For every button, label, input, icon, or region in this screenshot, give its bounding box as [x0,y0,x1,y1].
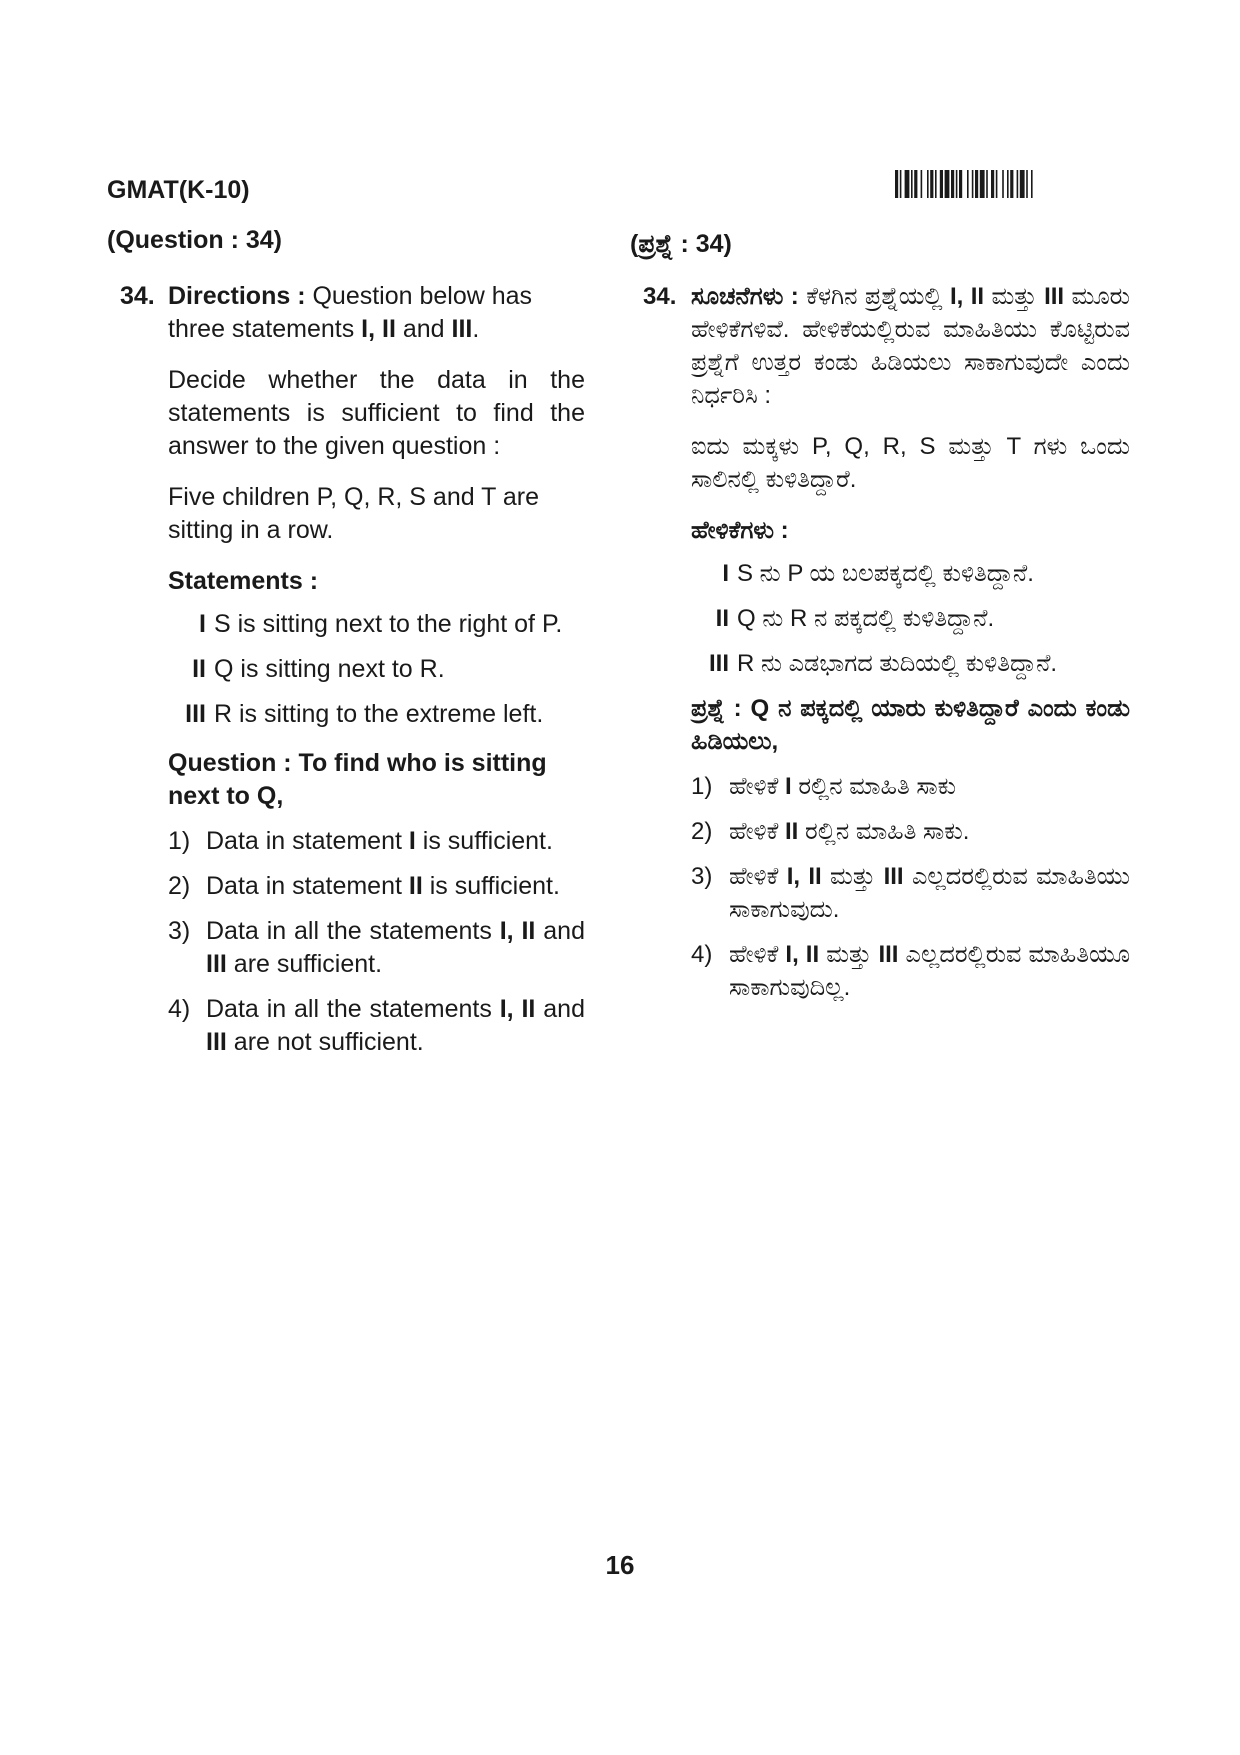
option-pre: Data in statement [206,872,409,900]
directions-text-kannada: ಕೆಳಗಿನ ಪ್ರಶ್ನೆಯಲ್ಲಿ [798,283,950,310]
question-block-english [120,280,585,1071]
barcode-bar [1031,170,1033,198]
option-item [168,870,585,903]
question-heading-english: (Question : 34) [107,226,283,254]
option-post: is sufficient. [415,827,553,855]
option-bold2: III [206,950,227,978]
option-mid: ಮತ್ತು [821,863,884,890]
option-post: ಎಲ್ಲದರಲ್ಲಿರುವ ಮಾಹಿತಿಯು ಸಾಕಾಗುವುದು. [729,863,1131,923]
barcode-bar [996,170,998,198]
statement-roman: III [185,700,206,728]
question-text: Question : To find who is sitting next to Q, [168,749,547,810]
question-text-kannada: ಪ್ರಶ್ನೆ : Q ನ ಪಕ್ಕದಲ್ಲಿ ಯಾರು ಕುಳಿತಿದ್ದಾರೆ ಎಂದು ಕಂಡು ಹಿಡಿಯಲು, [691,695,1130,755]
barcode-bar [935,170,937,198]
barcode-bar [1007,170,1009,198]
question-block-kannada [643,280,1130,1016]
directions-label: Directions : [168,282,306,310]
question-heading-kannada: (ಪ್ರಶ್ನೆ : 34) [630,230,732,258]
barcode-bar [900,170,902,198]
option-item [691,815,1130,848]
barcode-bar [956,170,958,198]
barcode-bar [1010,170,1013,198]
barcode-bar [1026,170,1028,198]
option-bold2: III [206,1028,227,1056]
barcode-bar [951,170,954,198]
option-item [168,993,585,1059]
option-number: 1) [168,827,191,855]
statements-list-kannada [691,557,1130,680]
statement-text: R is sitting to the extreme left. [214,700,544,728]
statement-item [168,653,585,686]
option-bold: I, II [499,995,536,1023]
option-mid: ಮತ್ತು [819,941,879,968]
statement-text: Q is sitting next to R. [214,655,445,683]
directions-end-kannada: ಮೂರು ಹೇಳಿಕೆಗಳಿವೆ. ಹೇಳಿಕೆಯಲ್ಲಿರುವ ಮಾಹಿತಿಯು ಕೊಟ್ಟಿರುವ ಪ್ರಶ್ನೆಗೆ ಉತ್ತರ ಕಂಡು ಹಿಡಿಯಲು ಸಾಕಾಗುವುದೇ ಎಂದು ನಿರ್ಧರಿಸಿ : [691,283,1130,409]
paper-code: GMAT(K-10) [107,176,250,204]
barcode-bar [980,170,985,198]
option-pre: ಹೇಳಿಕೆ [729,818,786,845]
option-post: are sufficient. [226,950,383,978]
option-post: are not sufficient. [226,1028,424,1056]
question-number-kannada: 34. [643,283,677,310]
option-number: 4) [691,941,713,968]
question-body-kannada [691,280,1130,1016]
scenario-text: Five children P, Q, R, S and T are sitting in a row. [168,483,540,544]
statement-roman: II [192,655,206,683]
option-bold2: III [878,941,899,968]
option-text [729,815,1130,848]
barcode-bar [1020,170,1025,198]
option-bold: II [785,818,799,845]
barcode-bar [959,170,962,198]
option-text [729,860,1130,926]
option-item [691,938,1130,1004]
option-number: 2) [168,872,191,900]
barcode-bar [927,170,929,198]
option-bold: I [408,827,416,855]
statement-roman: III [708,650,729,677]
barcode-bar [895,170,898,198]
barcode-bar [1002,170,1004,198]
option-pre: ಹೇಳಿಕೆ [729,773,786,800]
option-text [206,825,585,858]
statement-item [691,647,1130,680]
question-number: 34. [120,282,155,310]
option-post: ಎಲ್ಲದರಲ್ಲಿರುವ ಮಾಹಿತಿಯೂ ಸಾಕಾಗುವುದಿಲ್ಲ. [729,941,1131,1001]
option-post: ರಲ್ಲಿನ ಮಾಹಿತಿ ಸಾಕು. [798,818,970,845]
option-pre: ಹೇಳಿಕೆ [729,863,787,890]
directions-bold2: III [451,315,473,343]
option-bold: II [408,872,423,900]
statement-roman: I [722,560,729,587]
option-bold: I, II [499,917,536,945]
barcode-bar [940,170,943,198]
option-number: 1) [691,773,713,800]
option-pre: Data in all the statements [206,995,500,1023]
barcode-bar [945,170,950,198]
barcode-bar [914,170,917,198]
option-number: 4) [168,995,191,1023]
statement-text: S is sitting next to the right of P. [214,610,563,638]
directions-label-kannada: ಸೂಚನೆಗಳು : [691,283,799,310]
statement-text: S ನು P ಯ ಬಲಪಕ್ಕದಲ್ಲಿ ಕುಳಿತಿದ್ದಾನೆ. [737,560,1034,587]
page-number: 16 [605,1550,635,1580]
option-text [729,938,1130,1004]
option-bold: I, II [785,941,820,968]
directions-end: . [472,315,480,343]
statement-roman: I [199,610,206,638]
question-body [168,280,585,1071]
statement-item [691,557,1130,590]
option-item [168,915,585,981]
option-mid: and [535,917,585,945]
option-text [729,770,1130,803]
statement-item [168,608,585,641]
options-list-kannada [691,770,1130,1004]
option-text [206,870,585,903]
directions-bold-kannada: I, II [949,283,985,310]
option-pre: Data in statement [206,827,409,855]
barcode-bar [921,170,923,198]
option-bold: I [785,773,792,800]
barcode-bar [930,170,933,198]
barcode-image [895,170,1105,198]
option-item [691,770,1130,803]
option-item [168,825,585,858]
option-bold2: III [883,863,904,890]
barcode-bar [972,170,974,198]
statement-item [691,602,1130,635]
barcode-bar [1017,170,1019,198]
option-number: 3) [168,917,191,945]
directions-bold: I, II [361,315,396,343]
option-pre: ಹೇಳಿಕೆ [729,941,786,968]
option-post: is sufficient. [422,872,560,900]
option-pre: Data in all the statements [206,917,500,945]
directions-bold2-kannada: III [1044,283,1065,310]
option-mid: and [535,995,585,1023]
decide-text: Decide whether the data in the statements is sufficient to find the answer to the given question : [168,366,585,460]
option-bold: I, II [786,863,822,890]
statements-label-kannada: ಹೇಳಿಕೆಗಳು : [691,517,789,544]
scenario-text-kannada: ಐದು ಮಕ್ಕಳು P, Q, R, S ಮತ್ತು T ಗಳು ಒಂದು ಸಾಲಿನಲ್ಲಿ ಕುಳಿತಿದ್ದಾರೆ. [691,433,1130,493]
barcode-bar [967,170,969,198]
directions-text: Question below has three statements [168,282,533,343]
option-text [206,993,585,1059]
barcode-bar [991,170,994,198]
barcode-bar [905,170,910,198]
option-number: 3) [691,863,713,890]
statements-list [168,608,585,731]
option-number: 2) [691,818,713,845]
option-post: ರಲ್ಲಿನ ಮಾಹಿತಿ ಸಾಕು [791,773,957,800]
directions-and: and [395,315,452,343]
option-item [691,860,1130,926]
options-list [168,825,585,1059]
statement-text: Q ನು R ನ ಪಕ್ಕದಲ್ಲಿ ಕುಳಿತಿದ್ದಾನೆ. [737,605,995,632]
option-text [206,915,585,981]
statement-roman: II [715,605,729,632]
statement-item [168,698,585,731]
statement-text: R ನು ಎಡಭಾಗದ ತುದಿಯಲ್ಲಿ ಕುಳಿತಿದ್ದಾನೆ. [737,650,1058,677]
barcode-bar [986,170,988,198]
directions-mid-kannada: ಮತ್ತು [984,283,1045,310]
barcode-bar [911,170,913,198]
statements-label: Statements : [168,567,319,595]
barcode-bar [975,170,978,198]
